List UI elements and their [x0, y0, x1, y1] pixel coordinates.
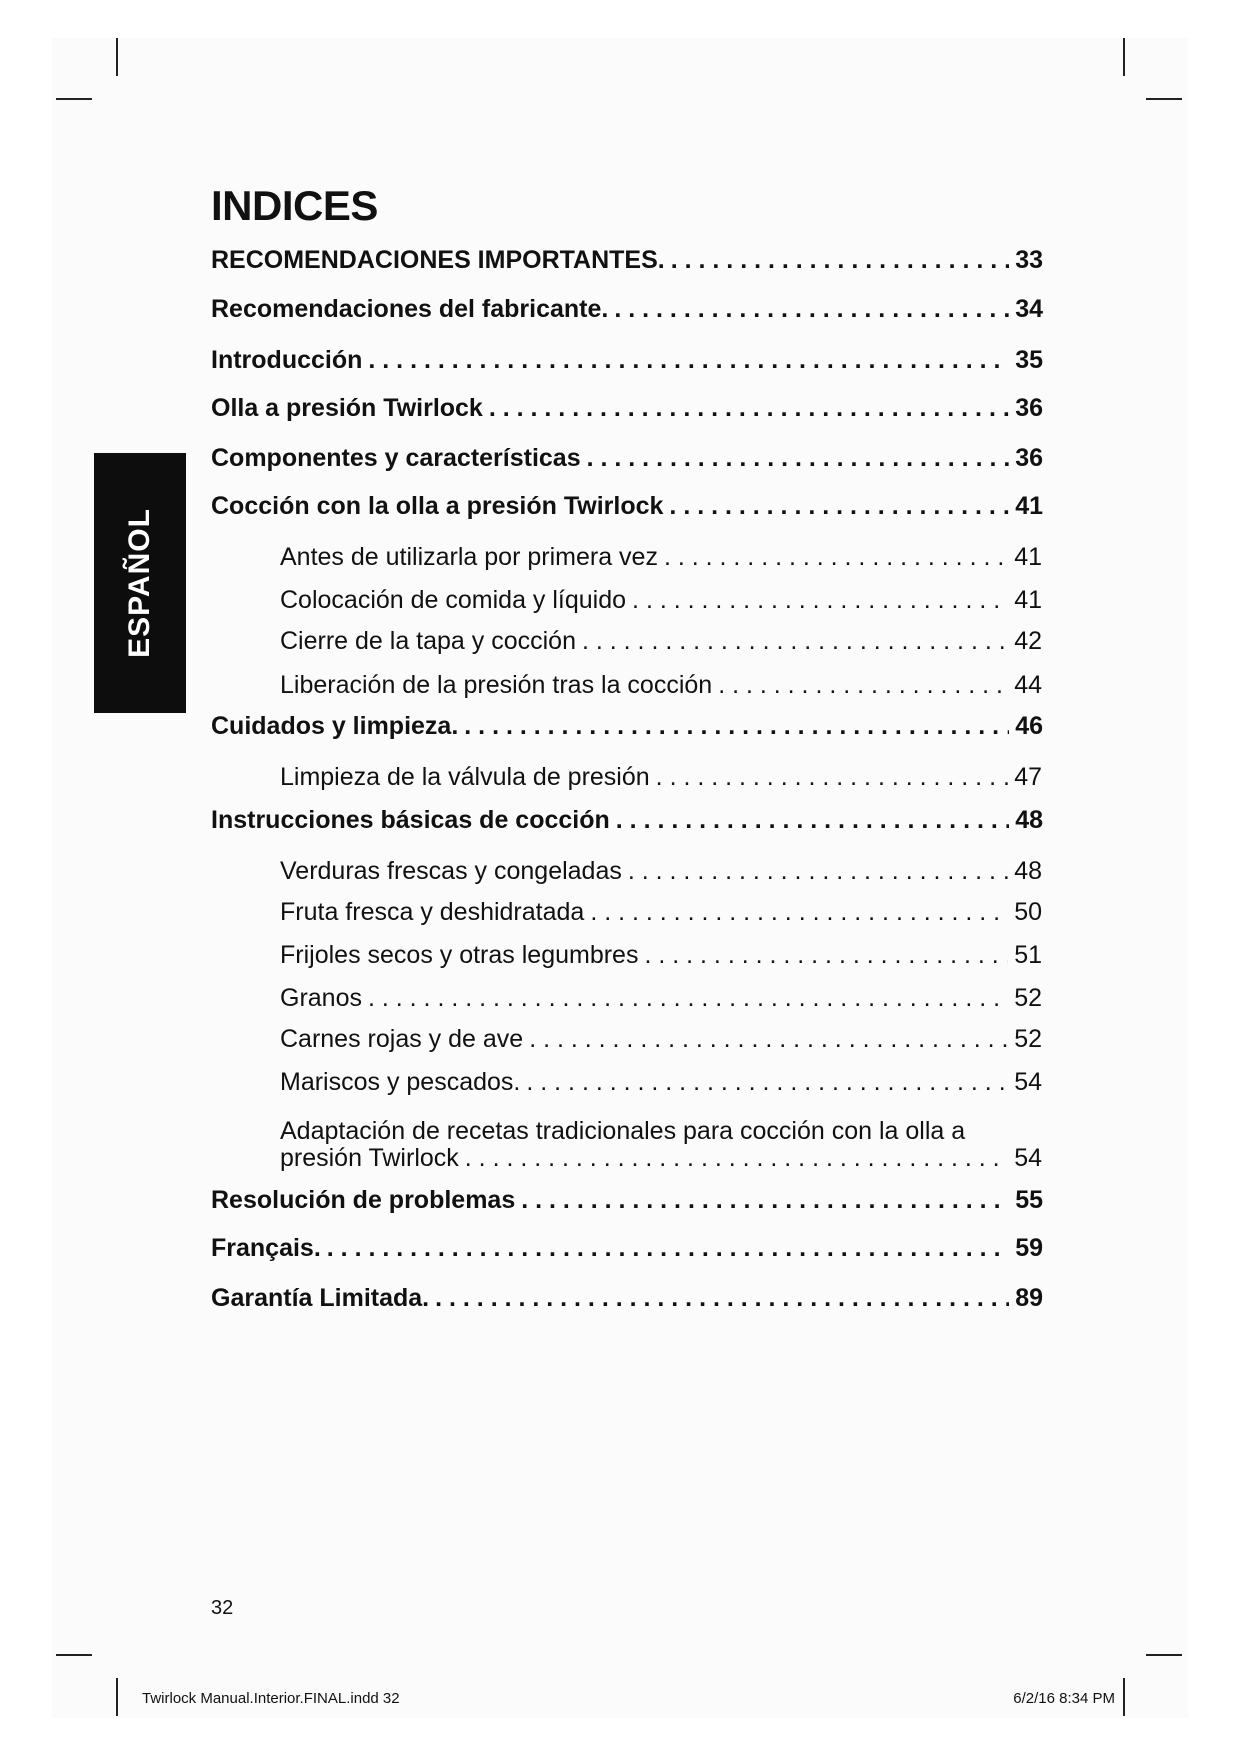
toc-entry-title: Cierre de la tapa y cocción	[280, 627, 576, 655]
dot-leader	[671, 245, 1009, 275]
toc-entry-page: 48	[1014, 857, 1042, 885]
date-slug: 6/2/16 8:34 PM	[1013, 1690, 1115, 1707]
toc-entry	[211, 393, 1043, 423]
toc-entry-title: presión Twirlock	[280, 1144, 459, 1172]
dot-leader	[590, 897, 1008, 927]
file-slug: Twirlock Manual.Interior.FINAL.indd 32	[142, 1690, 400, 1707]
dot-leader	[435, 1283, 1009, 1313]
toc-subentry	[280, 897, 1042, 927]
dot-leader	[614, 294, 1009, 324]
toc-entry-page: 46	[1015, 712, 1043, 740]
toc-entry-title: Garantía Limitada.	[211, 1284, 430, 1312]
toc-subentry	[280, 940, 1042, 970]
toc-entry-title: Verduras frescas y congeladas	[280, 857, 622, 885]
dot-leader	[664, 542, 1008, 572]
toc-subentry	[280, 1067, 1042, 1097]
toc-subentry	[280, 1143, 1042, 1173]
toc-entry-title: Carnes rojas y de ave	[280, 1025, 524, 1053]
dot-leader	[669, 491, 1009, 521]
dot-leader	[644, 940, 1008, 970]
toc-entry	[211, 711, 1043, 741]
toc-entry-page: 51	[1014, 941, 1042, 969]
toc-subentry	[280, 585, 1042, 615]
toc-entry-title: RECOMENDACIONES IMPORTANTES.	[211, 246, 665, 274]
dot-leader	[368, 983, 1008, 1013]
crop-mark	[56, 1654, 92, 1656]
toc-entry-page: 47	[1014, 763, 1042, 791]
toc-entry-title-line1: Adaptación de recetas tradicionales para cocción con la olla a	[280, 1117, 966, 1145]
toc-entry-page: 41	[1014, 586, 1042, 614]
toc-entry-page: 33	[1015, 246, 1043, 274]
dot-leader	[368, 345, 1009, 375]
page-number: 32	[211, 1597, 234, 1619]
toc-entry-title: Fruta fresca y deshidratada	[280, 898, 585, 926]
toc-entry	[211, 1283, 1043, 1313]
toc-entry-title: Recomendaciones del fabricante.	[211, 295, 609, 323]
toc-entry-page: 59	[1015, 1234, 1043, 1262]
toc-entry-title: Mariscos y pescados.	[280, 1068, 521, 1096]
crop-mark	[1123, 38, 1125, 76]
toc-entry	[211, 345, 1043, 375]
toc-entry-title: Olla a presión Twirlock	[211, 394, 483, 422]
toc-entry-page: 89	[1015, 1284, 1043, 1312]
toc-entry-title: Antes de utilizarla por primera vez	[280, 543, 658, 571]
toc-entry-page: 36	[1015, 394, 1043, 422]
dot-leader	[489, 393, 1009, 423]
dot-leader	[521, 1185, 1009, 1215]
toc-entry-page: 54	[1014, 1068, 1042, 1096]
toc-entry-page: 52	[1014, 1025, 1042, 1053]
language-side-tab	[94, 453, 186, 713]
toc-entry	[211, 1185, 1043, 1215]
toc-entry	[211, 1233, 1043, 1263]
toc-entry-title: Componentes y características	[211, 444, 581, 472]
dot-leader	[582, 626, 1008, 656]
dot-leader	[632, 585, 1008, 615]
toc-entry-page: 54	[1014, 1144, 1042, 1172]
crop-mark	[1146, 98, 1182, 100]
toc-entry-title: Resolución de problemas	[211, 1186, 516, 1214]
dot-leader	[526, 1067, 1008, 1097]
toc-entry-page: 36	[1015, 444, 1043, 472]
dot-leader	[718, 670, 1008, 700]
dot-leader	[628, 856, 1008, 886]
crop-mark	[116, 1678, 118, 1716]
toc-entry-page: 55	[1015, 1186, 1043, 1214]
toc-entry-page: 41	[1014, 543, 1042, 571]
toc-entry-title: Instrucciones básicas de cocción	[211, 806, 610, 834]
crop-mark	[116, 38, 118, 76]
toc-subentry	[280, 983, 1042, 1013]
toc-entry-title: Liberación de la presión tras la cocción	[280, 671, 713, 699]
toc-entry-title: Français.	[211, 1234, 321, 1262]
toc-entry-title: Cocción con la olla a presión Twirlock	[211, 492, 664, 520]
side-tab-label: ESPAÑOL	[123, 508, 156, 658]
toc-entry	[211, 805, 1043, 835]
dot-leader	[327, 1233, 1009, 1263]
toc-entry-title: Colocación de comida y líquido	[280, 586, 627, 614]
toc-subentry	[280, 626, 1042, 656]
dot-leader	[616, 805, 1009, 835]
toc-entry-page: 44	[1014, 671, 1042, 699]
crop-mark	[1146, 1654, 1182, 1656]
toc-entry-title: Granos	[280, 984, 362, 1012]
toc-entry-page: 42	[1014, 627, 1042, 655]
toc-entry-title: Limpieza de la válvula de presión	[280, 763, 650, 791]
toc-entry-page: 48	[1015, 806, 1043, 834]
dot-leader	[587, 443, 1010, 473]
toc-subentry	[280, 856, 1042, 886]
toc-entry-page: 34	[1015, 295, 1043, 323]
toc-entry	[211, 443, 1043, 473]
toc-subentry	[280, 762, 1042, 792]
toc-entry-page: 35	[1015, 346, 1043, 374]
dot-leader	[464, 711, 1009, 741]
toc-subentry	[280, 542, 1042, 572]
page-title: INDICES	[211, 182, 378, 229]
dot-leader	[529, 1024, 1008, 1054]
dot-leader	[465, 1143, 1008, 1173]
dot-leader	[656, 762, 1009, 792]
crop-mark	[56, 98, 92, 100]
toc-entry-page: 52	[1014, 984, 1042, 1012]
toc-entry	[211, 491, 1043, 521]
toc-subentry	[280, 670, 1042, 700]
toc-entry	[211, 294, 1043, 324]
toc-entry-title: Cuidados y limpieza.	[211, 712, 459, 740]
crop-mark	[1123, 1678, 1125, 1716]
toc-entry-page: 41	[1015, 492, 1043, 520]
toc-subentry	[280, 1024, 1042, 1054]
toc-entry-title: Frijoles secos y otras legumbres	[280, 941, 639, 969]
toc-entry	[211, 245, 1043, 275]
toc-entry-page: 50	[1014, 898, 1042, 926]
toc-entry-title: Introducción	[211, 346, 363, 374]
